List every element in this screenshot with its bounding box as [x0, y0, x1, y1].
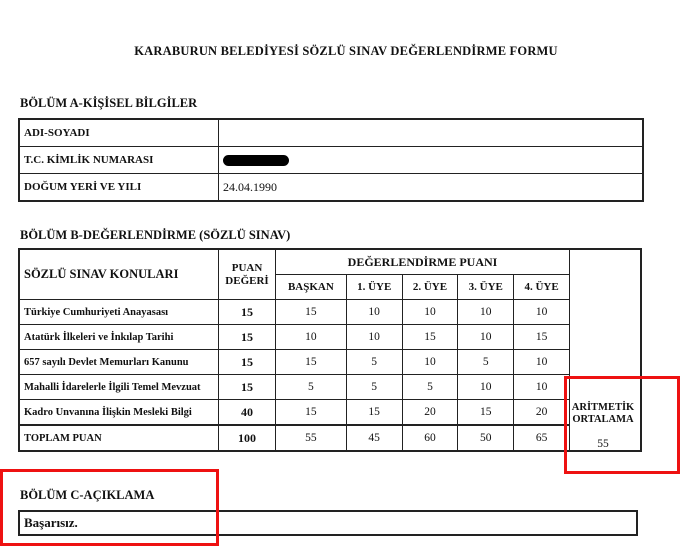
- score-cell: 15: [276, 350, 347, 375]
- highlight-box-average: [564, 376, 680, 474]
- puan-value-cell: 100: [219, 425, 276, 451]
- score-cell: 10: [514, 375, 570, 400]
- member-header: 4. ÜYE: [514, 275, 570, 300]
- redaction-mark: [223, 155, 289, 166]
- score-cell: 20: [402, 400, 458, 426]
- table-row: [19, 174, 643, 202]
- score-cell: 15: [458, 400, 514, 426]
- score-cell: 5: [346, 350, 402, 375]
- score-cell: 5: [458, 350, 514, 375]
- score-cell: 15: [276, 400, 347, 426]
- table-row: [19, 400, 641, 426]
- score-cell: 5: [276, 375, 347, 400]
- topic-cell: Atatürk İlkeleri ve İnkılap Tarihi: [19, 325, 219, 350]
- puan-header-line1: PUAN: [231, 261, 263, 274]
- score-cell: 55: [276, 425, 347, 451]
- personal-info-table: [18, 118, 644, 202]
- score-cell: 10: [514, 300, 570, 325]
- score-cell: 15: [514, 325, 570, 350]
- average-label-line1: ARİTMETİK: [571, 402, 635, 413]
- member-header: 2. ÜYE: [402, 275, 458, 300]
- name-label: ADI-SOYADI: [19, 119, 219, 147]
- birth-label: DOĞUM YERİ VE YILI: [19, 174, 219, 202]
- member-header: BAŞKAN: [276, 275, 347, 300]
- score-cell: 60: [402, 425, 458, 451]
- section-c-heading: BÖLÜM C-AÇIKLAMA: [20, 488, 155, 502]
- table-row: [19, 119, 643, 147]
- form-title: KARABURUN BELEDİYESİ SÖZLÜ SINAV DEĞERLENDİRME FORMU: [134, 44, 558, 58]
- table-row: [19, 350, 641, 375]
- score-cell: 65: [514, 425, 570, 451]
- table-row: [19, 325, 641, 350]
- puan-header-line2: DEĞERİ: [225, 274, 269, 287]
- score-cell: 15: [346, 400, 402, 426]
- section-a-heading: BÖLÜM A-KİŞİSEL BİLGİLER: [20, 96, 198, 110]
- score-cell: 10: [346, 300, 402, 325]
- member-header: 3. ÜYE: [458, 275, 514, 300]
- score-cell: 20: [514, 400, 570, 426]
- id-number-label: T.C. KİMLİK NUMARASI: [19, 147, 219, 174]
- topic-cell: 657 sayılı Devlet Memurları Kanunu: [19, 350, 219, 375]
- table-row: [19, 375, 641, 400]
- topic-cell: Kadro Unvanına İlişkin Mesleki Bilgi: [19, 400, 219, 426]
- topic-cell: Mahalli İdarelerle İlgili Temel Mevzuat: [19, 375, 219, 400]
- score-cell: 10: [458, 300, 514, 325]
- scores-group-header: DEĞERLENDİRME PUANI: [276, 249, 570, 275]
- evaluation-table: [18, 248, 642, 452]
- score-cell: 10: [458, 325, 514, 350]
- score-cell: 15: [402, 325, 458, 350]
- member-header: 1. ÜYE: [346, 275, 402, 300]
- average-value: 55: [597, 438, 609, 450]
- total-row: [19, 425, 641, 451]
- average-spacer: [570, 249, 642, 300]
- birth-value: 24.04.1990: [219, 174, 644, 202]
- score-cell: 45: [346, 425, 402, 451]
- puan-header: [219, 249, 276, 300]
- total-label: TOPLAM PUAN: [19, 425, 219, 451]
- score-cell: 10: [346, 325, 402, 350]
- puan-value-cell: 15: [219, 300, 276, 325]
- score-cell: 5: [346, 375, 402, 400]
- average-label-line2: ORTALAMA: [572, 414, 634, 425]
- table-row: [19, 300, 641, 325]
- score-cell: 10: [276, 325, 347, 350]
- puan-value-cell: 40: [219, 400, 276, 426]
- id-number-value: [219, 147, 644, 174]
- name-value: [219, 119, 644, 147]
- topics-header: SÖZLÜ SINAV KONULARI: [19, 249, 219, 300]
- score-cell: 10: [514, 350, 570, 375]
- score-cell: 15: [276, 300, 347, 325]
- explanation-box: Başarısız.: [18, 510, 638, 536]
- header-row: [19, 249, 641, 275]
- puan-value-cell: 15: [219, 350, 276, 375]
- score-cell: 10: [402, 300, 458, 325]
- score-cell: 10: [402, 350, 458, 375]
- puan-value-cell: 15: [219, 325, 276, 350]
- section-b-heading: BÖLÜM B-DEĞERLENDİRME (SÖZLÜ SINAV): [20, 228, 291, 242]
- puan-value-cell: 15: [219, 375, 276, 400]
- table-row: [19, 147, 643, 174]
- topic-cell: Türkiye Cumhuriyeti Anayasası: [19, 300, 219, 325]
- score-cell: 50: [458, 425, 514, 451]
- highlight-box-explanation: [0, 469, 219, 546]
- score-cell: 10: [458, 375, 514, 400]
- score-cell: 5: [402, 375, 458, 400]
